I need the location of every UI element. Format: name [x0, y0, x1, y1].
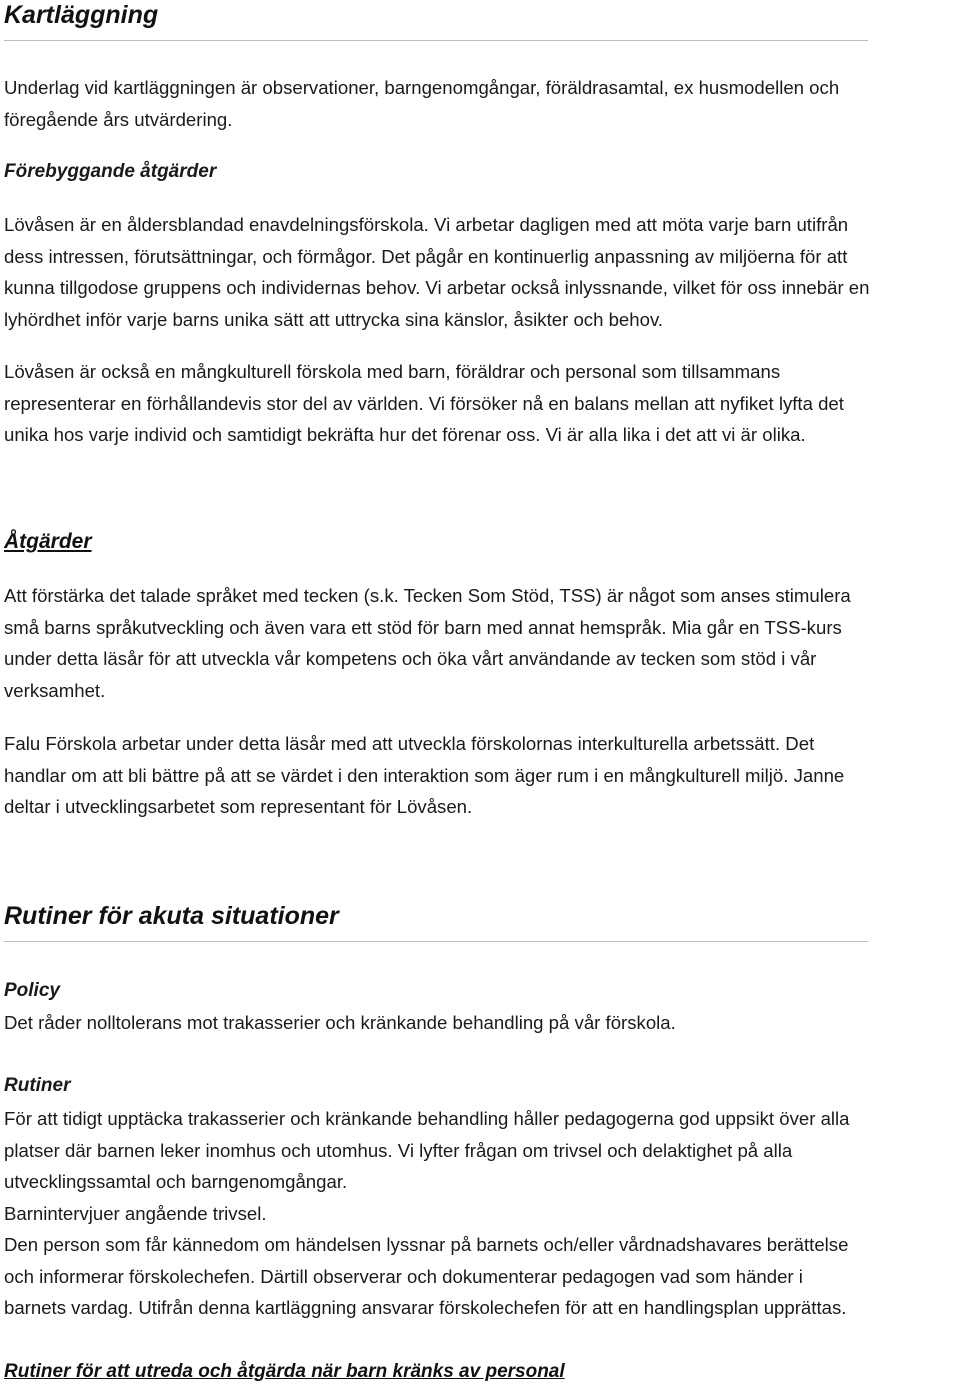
- title-divider: [4, 40, 868, 41]
- section-title-rutiner: Rutiner för akuta situationer: [4, 902, 339, 930]
- intro-paragraph: [4, 72, 956, 135]
- text-line: platser där barnen leker inomhus och utomhus. Vi lyfter frågan om trivsel och delaktighet på alla: [4, 1139, 793, 1161]
- text-line: handlar om att bli bättre på att se värdet i den interaktion som äger rum i en mångkulturell miljö. Janne: [4, 764, 845, 786]
- text-line: föregående års utvärdering.: [4, 108, 233, 130]
- text-line: Att förstärka det talade språket med tecken (s.k. Tecken Som Stöd, TSS) är något som anses stimulera: [4, 585, 851, 606]
- text-line: under detta läsår för att utveckla vår kompetens och öka vårt användande av tecken som stöd i vår: [4, 648, 817, 669]
- text-line: Den person som får kännedom om händelsen lyssnar på barnets och/eller vårdnadshavares berättelse: [4, 1234, 849, 1255]
- routines-paragraph: [4, 1103, 956, 1324]
- preventive-paragraph-2: [4, 356, 956, 451]
- text-line: Lövåsen är en åldersblandad enavdelningsförskola. Vi arbetar dagligen med att möta varje barn utifrån: [4, 214, 849, 235]
- measures-paragraph-2: [4, 728, 956, 823]
- section-title-kartlaggning: Kartläggning: [4, 1, 159, 29]
- text-line: deltar i utvecklingsarbetet som representant för Lövåsen.: [4, 796, 473, 817]
- text-line: och informerar förskolechefen. Därtill observerar och dokumenterar pedagogen vad som händer i: [4, 1265, 803, 1287]
- text-line: Barnintervjuer angående trivsel.: [4, 1202, 267, 1224]
- text-line: unika hos varje individ och samtidigt bekräfta hur det förenar oss. Vi är alla lika i det att vi är olika.: [4, 424, 806, 445]
- text-line: Det råder nolltolerans mot trakasserier och kränkande behandling på vår förskola.: [4, 1012, 676, 1033]
- text-line: dess intressen, förutsättningar, och förmågor. Det pågår en kontinuerlig anpassning av miljöerna för att: [4, 245, 848, 267]
- routines-heading: Rutiner: [4, 1075, 71, 1096]
- text-line: små barns språkutveckling och även vara ett stöd för barn med annat hemspråk. Mia går en TSS-kurs: [4, 616, 842, 638]
- text-line: utvecklingssamtal och barngenomgångar.: [4, 1171, 348, 1192]
- text-line: barnets vardag. Utifrån denna kartläggning ansvarar förskolechefen för att en handlingsplan upprättas.: [4, 1297, 847, 1318]
- staff-routines-heading: Rutiner för att utreda och åtgärda när barn kränks av personal: [4, 1361, 565, 1382]
- text-line: kunna tillgodose gruppens och individernas behov. Vi arbetar också inlyssnande, vilket för oss innebär en: [4, 277, 870, 298]
- preventive-paragraph-1: [4, 209, 956, 335]
- text-line: verksamhet.: [4, 679, 106, 701]
- preventive-measures-heading: Förebyggande åtgärder: [4, 161, 217, 182]
- policy-paragraph: [4, 1007, 956, 1039]
- text-line: Falu Förskola arbetar under detta läsår med att utveckla förskolornas interkulturella arbetssätt. Det: [4, 733, 815, 754]
- policy-heading: Policy: [4, 980, 60, 1001]
- text-line: Underlag vid kartläggningen är observationer, barngenomgångar, föräldrasamtal, ex husmodellen och: [4, 77, 840, 98]
- text-line: För att tidigt upptäcka trakasserier och kränkande behandling håller pedagogerna god uppsikt över alla: [4, 1108, 850, 1129]
- measures-paragraph-1: [4, 580, 956, 706]
- text-line: representerar en förhållandevis stor del av världen. Vi försöker nå en balans mellan att nyfiket lyfta det: [4, 392, 844, 414]
- text-line: lyhördhet inför varje barns unika sätt att uttrycka sina känslor, åsikter och behov.: [4, 308, 664, 330]
- measures-heading: Åtgärder: [4, 530, 92, 553]
- title-divider: [4, 941, 868, 942]
- text-line: Lövåsen är också en mångkulturell förskola med barn, föräldrar och personal som tillsammans: [4, 361, 781, 382]
